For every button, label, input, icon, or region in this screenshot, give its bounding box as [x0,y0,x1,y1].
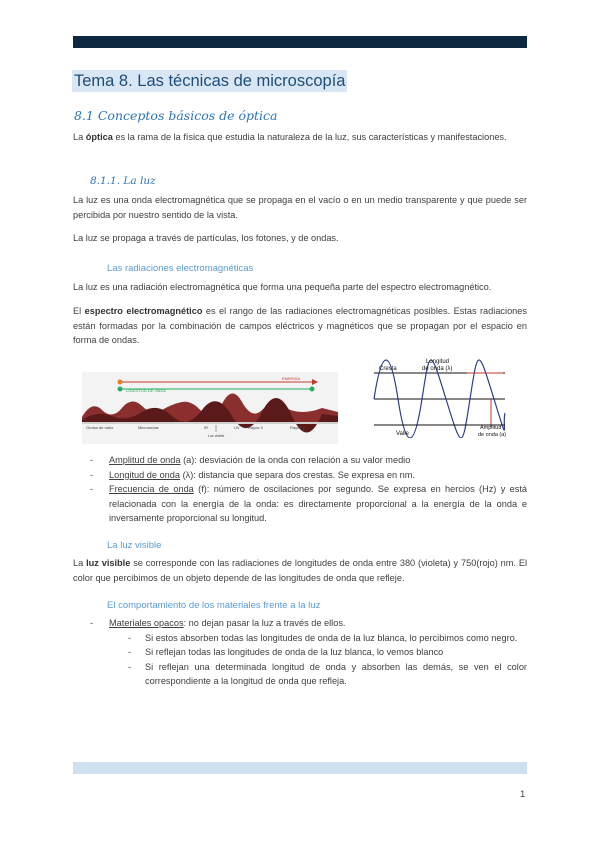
materiales-list [73,616,527,689]
list-item: - Longitud de onda (λ): distancia que separa dos crestas. Se expresa en nm. [73,468,527,483]
wave-amplitud-label: Amplitud [480,425,502,431]
visible-heading: La luz visible [107,540,162,551]
footer-bar [73,762,527,774]
spectrum-top-left-label: LONGITUD DE ONDA [126,388,167,393]
list-item: - Si reflejan todas las longitudes de onda de la luz blanca, lo vemos blanco [73,645,527,660]
wave-cresta-label: Cresta [379,366,397,372]
subsection-heading: 8.1.1. La luz [90,175,156,187]
radiaciones-paragraph-2: El espectro electromagnético es el rango de las radiaciones electromagnéticas posibles. Estas radiaciones están formadas por la combinación de campos eléctricos y magnéticos que se propagan por el espacio en forma de ondas. [73,306,527,345]
section-heading: 8.1 Conceptos básicos de óptica [74,108,278,123]
label-rayos-gamma: Rayos γ [290,425,305,430]
wave-de-onda-label: de onda (λ) [422,366,453,372]
page-title: Tema 8. Las técnicas de microscopía [74,72,346,90]
luz-paragraph-1: La luz es una onda electromagnética que se propaga en el vacío o en un medio transparente y que puede ser percibida por nuestro sentido de la vista. [73,195,527,220]
label-luz-visible: Luz visible [208,434,225,438]
wave-figure [370,353,530,438]
wave-props-list [73,453,527,526]
intro-bold-term: óptica [85,132,113,142]
label-microondas: Microondas [138,425,159,430]
wave-valle-label: Valle [396,431,409,437]
page-number: 1 [520,789,526,800]
label-uv: UV [234,425,240,430]
label-rayos-x: Rayos X [248,425,264,430]
spectrum-top-right-label: ENERGÍA [282,376,301,381]
list-item: - Si reflejan una determinada longitud de onda y absorben las demás, se ven el color correspondiente a la longitud de onda que refleja. [73,660,527,689]
list-item: - Materiales opacos: no dejan pasar la luz a través de ellos. [73,616,527,631]
header-bar [73,36,527,48]
intro-paragraph: La óptica es la rama de la física que estudia la naturaleza de la luz, sus características y manifestaciones. [73,132,507,142]
wave-longitud-label: Longitud [426,359,450,365]
materiales-heading: El comportamiento de los materiales frente a la luz [107,600,321,611]
visible-paragraph: La luz visible se corresponde con las radiaciones de longitudes de onda entre 380 (violeta) y 750(rojo) nm. El color que percibimos de un objeto depende de las longitudes de onda que refleje. [73,558,527,583]
luz-paragraph-2: La luz se propaga a través de partículas, los fotones, y de ondas. [73,233,339,243]
wave-amplitud2-label: de onda (a) [478,432,507,438]
spectrum-figure [82,372,338,444]
label-ir: IR [204,425,208,430]
list-item: - Frecuencia de onda (f): número de oscilaciones por segundo. Se expresa en hercios (Hz) y está relacionada con la energía de la onda: es directamente proporcional a la energía de la onda e inversamente proporcional su longitud. [73,482,527,526]
label-radio: Ondas de radio [86,425,114,430]
list-item: - Si estos absorben todas las longitudes de onda de la luz blanca, lo percibimos como negro. [73,631,527,646]
radiaciones-paragraph-1: La luz es una radiación electromagnética que forma una pequeña parte del espectro electromagnético. [73,282,492,292]
radiaciones-heading: Las radiaciones electromagnéticas [107,263,254,274]
list-item: - Amplitud de onda (a): desviación de la onda con relación a su valor medio [73,453,527,468]
